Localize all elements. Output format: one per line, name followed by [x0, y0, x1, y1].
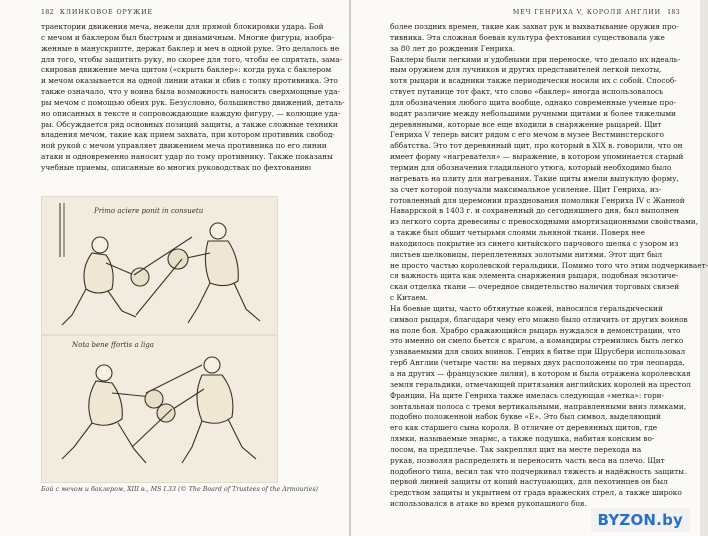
- text-line: узнаваемыми для своих воинов. Генрих в битве при Шрусбери использовал: [390, 347, 686, 357]
- right-header-title: МЕЧ ГЕНРИХА V, КОРОЛЯ АНГЛИИ: [512, 9, 662, 16]
- figure-caption: Бой с мечом и баклером, XIII в., MS I.33 (© The Board of Trustees of the Armouries): [41, 486, 319, 493]
- text-line: это именно он смело бьется с врагом, а командиры стремились быть легко: [390, 336, 684, 346]
- text-line: для того, чтобы защитить руку, но скорее для того, чтобы ее спрятать, зама-: [41, 54, 343, 64]
- left-running-head: [41, 9, 153, 16]
- text-line: ным оружием для лучников и других представителей легкой пехоты,: [390, 65, 662, 75]
- text-line: средством защиты и укрытием от града вражеских стрел, а также широко: [390, 488, 682, 498]
- text-line: листьев шелковицы, переплетенных золотыми нитями. Этот щит был: [390, 249, 663, 259]
- right-page-number: 183: [667, 9, 680, 16]
- text-line: также означало, что у воина была возможность наносить сверхмощные уда-: [41, 87, 340, 97]
- left-header-title: КЛИНКОВОЕ ОРУЖИЕ: [59, 9, 153, 16]
- text-line: а на других — французские лилии), в котором и была отражена королевская: [390, 369, 691, 378]
- text-line: лосом, на предплечье. Так закреплял щит на месте перехода на: [390, 444, 642, 454]
- left-page: [0, 0, 349, 536]
- right-running-head: [513, 9, 680, 16]
- text-line: Баклеры были легкими и удобными при переноске, что делало их идеаль-: [390, 54, 681, 64]
- text-line: и мечом оказывается на одной линии атаки и сбив с толку противника. Это: [41, 76, 338, 86]
- text-line: с мечом и баклером был быстрым и динамичным. Многие фигуры, изобра-: [41, 32, 335, 42]
- text-line: ская отделка ткани — очередное свидетельство наличия торговых связей: [390, 282, 680, 292]
- text-line: более поздних времен, такие как захват рук и выхватывание оружия про-: [390, 22, 679, 31]
- text-line: хотя рыцари и всадники также периодически носили их с собой. Способ-: [390, 76, 677, 86]
- text-line: символ рыцаря, благодаря чему его можно было отличить от других воинов: [390, 314, 688, 324]
- text-line: Франции. На щите Генриха также имелась следующая «метка»: гори-: [390, 390, 665, 400]
- text-line: учебные приемы, описанные во многих руководствах по фехтованию: [41, 162, 311, 172]
- text-line: из легкого сорта древесины с превосходными амортизационными свойствами,: [390, 217, 699, 227]
- sword-and-buckler-drawing: [42, 197, 277, 482]
- text-line: водят различие между небольшими ручными щитами и более тяжелыми: [390, 108, 676, 118]
- text-line: траектории движения меча, нежели для прямой блокировки удара. Бой: [41, 22, 324, 31]
- text-line: Наваррской в 1403 г. и сохраненный до сегодняшнего дня, был выполнен: [390, 206, 679, 216]
- text-line: а также был обшит четырьмя слоями льняной ткани. Поверх нее: [390, 228, 645, 238]
- text-line: ры мечом с помощью обеих рук. Безусловно, большинство движений, деталь-: [41, 97, 345, 107]
- text-line: за счет которой получали максимальное усиление. Щит Генриха, из-: [390, 184, 662, 194]
- text-line: не просто частью королевской геральдики. Помимо того что этим подчеркивает-: [390, 260, 708, 270]
- text-line: тивника. Эта сложная боевая культура фехтования существовала уже: [390, 32, 665, 42]
- manuscript-illustration: [41, 196, 278, 483]
- text-line: готовленный для церемонии празднования помолвки Генриха IV с Жанной: [390, 195, 685, 205]
- top-inscription: Primo aciere ponit in consuetu: [94, 207, 204, 215]
- text-line: за 80 лет до рождения Генриха.: [390, 43, 516, 53]
- text-line: На боевые щиты, часто обтянутые кожей, наносился геральдический: [390, 303, 663, 313]
- text-line: его как старшего сына короля. В отличие от деревянных щитов, где: [390, 423, 658, 433]
- left-body-text: [41, 22, 345, 174]
- right-body-text: [390, 22, 708, 510]
- text-line: подобного типа, весил так что подчеркивал тяжесть и надёжность защиты.: [390, 466, 687, 476]
- text-line: аббатства. Это тот деревянный щит, про который в XIX в. говорили, что он: [390, 141, 683, 151]
- text-line: ся важность щита как элемента снаряжения рыцаря, подобная экзотиче-: [390, 271, 679, 281]
- text-line: земля геральдики, отмечающей притязания английских королей на престол: [390, 379, 691, 389]
- bottom-inscription: Nota bene ffortis a liga: [72, 341, 154, 349]
- text-line: рукав, позволяя распределять и переносить часть веса на плечо. Щит: [390, 455, 665, 465]
- text-line: лямки, называемые энармс, а также подушка, набитая конским во-: [390, 434, 655, 444]
- text-line: атаки и одновременно наносит удар по тому противнику. Также показаны: [41, 152, 333, 162]
- fighter-figure: [132, 357, 256, 463]
- text-line: Генриха V теперь висит рядом с его мечом в музее Вестминстерского: [390, 130, 664, 140]
- text-line: зонтальная полоса с тремя вертикальными, направленными вниз лямками,: [390, 401, 687, 411]
- text-line: первой линией защиты от копий наступающих, для пехотинцев он был: [390, 477, 668, 487]
- fighter-figure: [62, 365, 202, 463]
- fighter-figure: [136, 223, 260, 323]
- watermark-logo: BYZON.by: [591, 508, 690, 532]
- text-line: находилось покрытие из синего китайского парчового шелка с узором из: [390, 238, 679, 248]
- left-page-number: 182: [41, 9, 54, 16]
- text-line: нагревать на плиту для нагревания. Такие щиты имели выпуклую форму,: [390, 173, 679, 183]
- right-page: [351, 0, 708, 536]
- text-line: для обозначения любого щита вообще, однако современные ученые про-: [390, 97, 676, 107]
- text-line: владения мечом, такие как прием захвата, при котором противник свобод-: [41, 130, 335, 140]
- text-line: ствует путанице тот факт, что слово «баклер» иногда использовалось: [390, 87, 664, 97]
- text-line: термин для обозначения гладильного утюга, который необходимо было: [390, 162, 672, 172]
- text-line: женные в манускрипте, держат баклер и меч в одной руке. Это делалось не: [41, 43, 340, 53]
- text-line: использовался в атаке во время рукопашного боя.: [390, 499, 587, 509]
- text-line: с Китаем.: [390, 293, 428, 303]
- text-line: герб Англии (четыре части: на первых двух расположены по три леопарда,: [390, 358, 685, 368]
- text-line: подобно положенной набок букве «Е». Это был символ, выделяющий: [390, 412, 661, 422]
- text-line: имеет форму «нагревателя» — выражение, в котором упоминается старый: [390, 152, 684, 162]
- text-line: ной рукой с мечом управляет движением меча противника по его линии: [41, 141, 327, 151]
- text-line: деревянными, которые все еще входили в снаряжение рыцарей. Щит: [390, 119, 662, 129]
- text-line: ры. Обсуждается ряд основных позиций защиты, а также сложные техники: [41, 119, 338, 129]
- text-line: скировав движение меча щитом («скрыть баклер»: когда рука с баклером: [41, 65, 332, 75]
- text-line: на поле боя. Храбро сражающийся рыцарь нуждался в демонстрации, что: [390, 325, 681, 335]
- text-line: но описанных в тексте и сопровождающие каждую фигуру, — колющие уда-: [41, 108, 341, 118]
